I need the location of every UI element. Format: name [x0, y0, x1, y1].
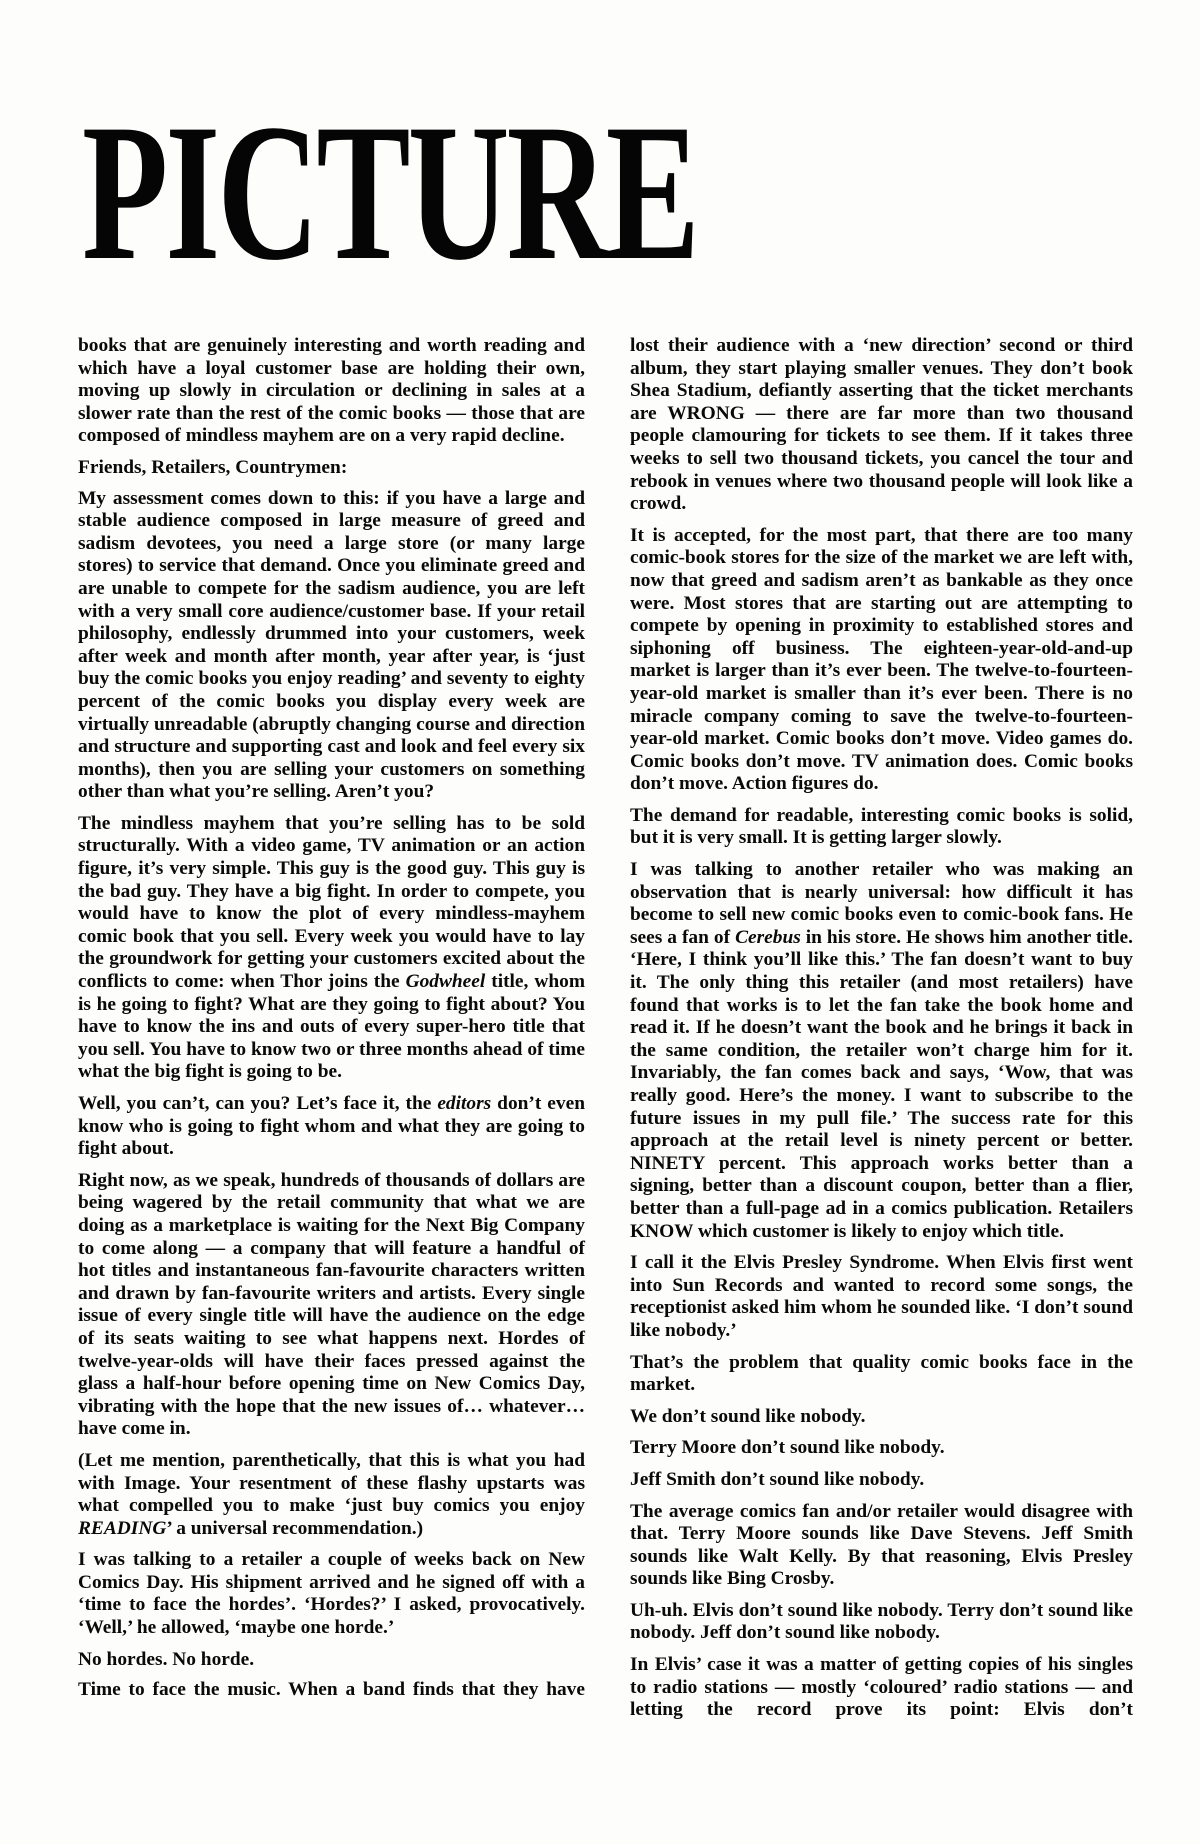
- italic-emphasis: READING: [78, 1517, 167, 1539]
- right-text-column: [630, 335, 1133, 1730]
- left-text-column: [78, 335, 585, 1710]
- italic-title: Godwheel: [405, 971, 486, 993]
- paragraph: Time to face the music. When a band finds that they have: [78, 1679, 585, 1701]
- paragraph: We don’t sound like nobody.: [630, 1405, 866, 1427]
- paragraph: Well, you can’t, can you? Let’s face it, the editors don’t even know who is going to fight whom and what they are going to fight about.: [78, 1093, 585, 1160]
- paragraph: books that are genuinely interesting and worth reading and which have a loyal customer base are holding their own, moving up slowly in circulation or declining in sales at a slower rate than the rest of the comic books — those that are composed of mindless mayhem are on a very rapid decline.: [78, 335, 585, 447]
- italic-title: Cerebus: [735, 926, 801, 948]
- page-title: PICTURE: [82, 84, 697, 301]
- paragraph: I call it the Elvis Presley Syndrome. When Elvis first went into Sun Records and wanted to record some songs, the receptionist asked him whom he sounded like. ‘I don’t sound like nobody.’: [630, 1252, 1133, 1341]
- paragraph: The average comics fan and/or retailer would disagree with that. Terry Moore sounds like Dave Stevens. Jeff Smith sounds like Walt Kelly. By that reasoning, Elvis Presley sounds like Bing Crosby.: [630, 1500, 1133, 1590]
- paragraph: It is accepted, for the most part, that there are too many comic-book stores for the size of the market we are left with, now that greed and sadism aren’t as bankable as they once were. Most stores that are starting out are attempting to compete by opening in proximity to established stores and siphoning off business. The eighteen-year-old-and-up market is larger than it’s ever been. The twelve-to-fourteen-year-old market is smaller than it’s ever been. There is no miracle company coming to save the twelve-to-fourteen-year-old market. Comic books don’t move. Video games do. Comic books don’t move. TV animation does. Comic books don’t move. Action figures do.: [630, 524, 1133, 795]
- paragraph: I was talking to a retailer a couple of weeks back on New Comics Day. His shipment arrived and he signed off with a ‘time to face the hordes’. ‘Hordes?’ I asked, provocatively. ‘Well,’ he allowed, ‘maybe one horde.’: [78, 1549, 585, 1639]
- paragraph: lost their audience with a ‘new direction’ second or third album, they start playing smaller venues. They don’t book Shea Stadium, defiantly asserting that the ticket merchants are WRONG — there are far more than two thousand people clamouring for tickets to see them. If it takes three weeks to sell two thousand tickets, you cancel the tour and rebook in venues where two thousand people will look like a crowd.: [630, 335, 1133, 515]
- paragraph: Terry Moore don’t sound like nobody.: [630, 1437, 945, 1459]
- italic-emphasis: editors: [437, 1093, 492, 1114]
- paragraph: In Elvis’ case it was a matter of getting copies of his singles to radio stations — mostly ‘coloured’ radio stations — and letting the record prove its point: Elvis don’t: [630, 1654, 1133, 1721]
- paragraph: That’s the problem that quality comic books face in the market.: [630, 1351, 1133, 1396]
- salutation: Friends, Retailers, Countrymen:: [78, 456, 348, 478]
- paragraph: The mindless mayhem that you’re selling has to be sold structurally. With a video game, TV animation or an action figure, it’s very simple. This guy is the good guy. This guy is the bad guy. They have a big fight. In order to compete, you would have to know the plot of every mindless-mayhem comic book that you sell. Every week you would have to lay the groundwork for getting your customers excited about the conflicts to come: when Thor joins the Godwheel title, whom is he going to fight? What are they going to fight about? You have to know the ins and outs of every super-hero title that you sell. You have to know two or three months ahead of time what the big fight is going to be.: [78, 812, 585, 1083]
- paragraph: I was talking to another retailer who was making an observation that is nearly universal: how difficult it has become to sell new comic books even to comic-book fans. He sees a fan of Cerebus in his store. He shows him another title. ‘Here, I think you’ll like this.’ The fan doesn’t want to buy it. The only thing this retailer (and most retailers) have found that works is to let the fan take the book home and read it. If he doesn’t want the book and he brings it back in the same condition, the retailer won’t charge him for it. Invariably, the fan comes back and says, ‘Wow, that was really good. Here’s the money. I want to subscribe to the future issues in my pull file.’ The success rate for this approach at the retail level is ninety percent or better. NINETY percent. This approach works better than a signing, better than a discount coupon, better than a flier, better than a full-page ad in a comics publication. Retailers KNOW which customer is likely to enjoy which title.: [630, 859, 1134, 1242]
- paragraph: Right now, as we speak, hundreds of thousands of dollars are being wagered by the retail community that what we are doing as a marketplace is waiting for the Next Big Company to come along — a company that will feature a handful of hot titles and instantaneous fan-favourite characters written and drawn by fan-favourite writers and artists. Every single issue of every single title will have the audience on the edge of its seats waiting to see what happens next. Hordes of twelve-year-olds will have their faces pressed against the glass a half-hour before opening time on New Comics Day, vibrating with the hope that the new issues of… whatever… have come in.: [78, 1169, 585, 1440]
- paragraph: Uh-uh. Elvis don’t sound like nobody. Terry don’t sound like nobody. Jeff don’t sound like nobody.: [630, 1599, 1133, 1644]
- paragraph: No hordes. No horde.: [78, 1648, 255, 1670]
- paragraph: The demand for readable, interesting comic books is solid, but it is very small. It is getting larger slowly.: [630, 804, 1133, 849]
- paragraph: (Let me mention, parenthetically, that this is what you had with Image. Your resentment of these flashy upstarts was what compelled you to make ‘just buy comics you enjoy READING’ a universal recommendation.): [78, 1449, 585, 1539]
- paragraph: My assessment comes down to this: if you have a large and stable audience composed in large measure of greed and sadism devotees, you need a large store (or many large stores) to service that demand. Once you eliminate greed and are unable to compete for the sadism audience, you are left with a very small core audience/customer base. If your retail philosophy, endlessly drummed into your customers, week after week and month after month, year after year, is ‘just buy the comic books you enjoy reading’ and seventy to eighty percent of the comic books you display every week are virtually unreadable (abruptly changing course and direction and structure and supporting cast and look and feel every six months), then you are selling your customers on something other than what you’re selling. Aren’t you?: [78, 487, 585, 803]
- paragraph: Jeff Smith don’t sound like nobody.: [630, 1468, 925, 1490]
